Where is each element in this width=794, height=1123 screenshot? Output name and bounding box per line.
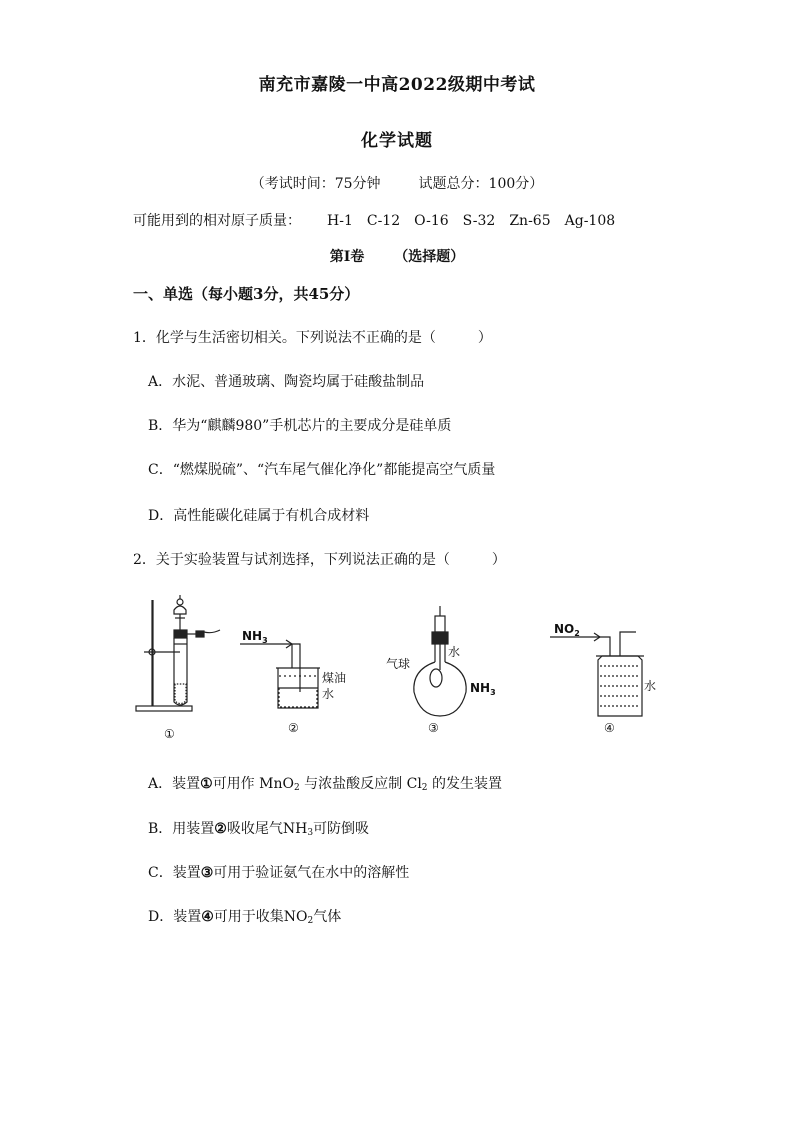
- mass-s: S-32: [462, 213, 496, 229]
- question-2-option-c: C．装置③可用于验证氨气在水中的溶解性: [148, 865, 410, 881]
- question-1-option-d: D．高性能碳化硅属于有机合成材料: [148, 508, 370, 524]
- apparatus-2: [240, 640, 320, 708]
- mass-zn: Zn-65: [509, 213, 551, 229]
- atomic-masses: [133, 210, 615, 230]
- exam-info: [0, 173, 794, 193]
- label-no2: $NO_2$: [554, 622, 580, 638]
- question-1-option-a: A．水泥、普通玻璃、陶瓷均属于硅酸盐制品: [148, 374, 425, 390]
- question-1-option-c: C．“燃煤脱硫”、“汽车尾气催化净化”都能提高空气质量: [148, 462, 496, 478]
- mass-o: O-16: [414, 213, 449, 229]
- question-2-option-a: A．装置①可用作 MnO$_2$ 与浓盐酸反应制 $Cl_2$ 的发生装置: [148, 776, 502, 793]
- apparatus-3: [414, 606, 466, 716]
- exam-score: 试题总分：100分）: [418, 176, 544, 192]
- section-title: 一、单选（每小题3分，共45分）: [133, 285, 360, 303]
- atomic-masses-label: 可能用到的相对原子质量：: [133, 213, 301, 229]
- volume-heading: [0, 246, 794, 266]
- figure-number-3: ③: [428, 721, 439, 735]
- mass-c: C-12: [366, 213, 401, 229]
- figure-number-1: ①: [164, 727, 175, 741]
- volume-title: 第I卷: [329, 249, 365, 265]
- question-2-option-b: B．用装置②吸收尾气$NH_3$可防倒吸: [148, 821, 370, 838]
- label-water-c: 水: [644, 679, 657, 693]
- exam-title: 南充市嘉陵一中高2022级期中考试: [258, 75, 536, 95]
- apparatus-figure: [130, 592, 670, 752]
- volume-subtitle: （选择题）: [394, 249, 465, 265]
- apparatus-1: [136, 595, 220, 711]
- figure-number-4: ④: [604, 721, 615, 735]
- question-2-option-d: D．装置④可用于收集$NO_2$气体: [148, 909, 342, 926]
- label-nh3-b: $NH_3$: [470, 681, 496, 697]
- figure-number-2: ②: [288, 721, 299, 735]
- question-1-stem: 1．化学与生活密切相关。下列说法不正确的是（ ）: [133, 330, 492, 346]
- question-1-option-b: B．华为“麒麟980”手机芯片的主要成分是硅单质: [148, 418, 452, 434]
- exam-subtitle: 化学试题: [361, 131, 433, 151]
- label-kerosene: 煤油: [322, 671, 347, 685]
- mass-ag: Ag-108: [564, 213, 616, 229]
- label-water-b: 水: [448, 645, 461, 659]
- label-balloon: 气球: [386, 657, 411, 671]
- label-nh3-a: $NH_3$: [242, 629, 268, 645]
- apparatus-4: [550, 632, 644, 716]
- label-water-a: 水: [322, 687, 335, 701]
- exam-time: （考试时间：75分钟: [250, 176, 381, 192]
- question-2-stem: 2．关于实验装置与试剂选择，下列说法正确的是（ ）: [133, 552, 506, 568]
- mass-h: H-1: [327, 213, 353, 229]
